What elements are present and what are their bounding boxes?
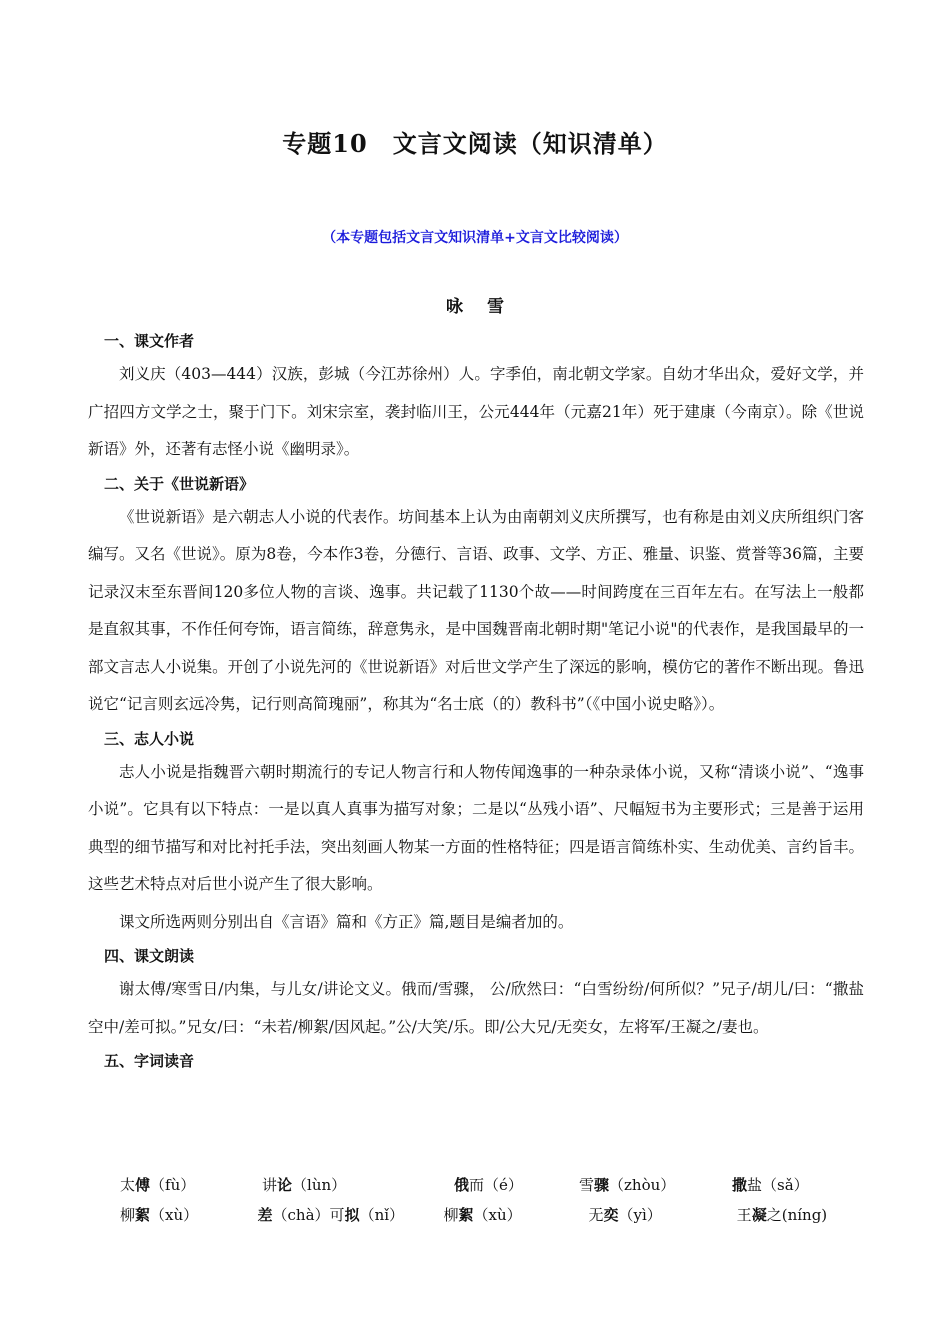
pronunciation-row [120, 1200, 880, 1230]
section-heading-author: 一、课文作者 [104, 332, 195, 350]
document-title: 专题10 文言文阅读（知识清单） [282, 129, 668, 158]
pron-entry: 无奕（yì） [588, 1206, 662, 1224]
section-heading-shishuo: 二、关于《世说新语》 [104, 474, 255, 493]
pron-entry: 撒盐（sǎ） [732, 1176, 809, 1194]
pron-entry: 俄而（é） [454, 1176, 523, 1194]
pron-entry: 柳絮（xù） [120, 1206, 199, 1224]
pron-entry: 太傅（fù） [120, 1176, 196, 1194]
pron-entry: 讲论（lùn） [262, 1176, 347, 1194]
main-content [88, 326, 864, 1076]
section-heading-zhiren: 三、志人小说 [104, 729, 195, 748]
section-heading-reading: 四、课文朗读 [104, 947, 195, 965]
paragraph-author: 刘义庆（403—444）汉族，彭城（今江苏徐州）人。字季伯，南北朝文学家。自幼才华出众，爱好文学，并广招四方文学之士，聚于门下。刘宋宗室，袭封临川王，公元444年（元嘉21年）死于建康（今南京）。除《世说新语》外，还著有志怪小说《幽明录》。 [88, 365, 864, 458]
pron-entry: 王凝之(níng) [736, 1206, 828, 1224]
paragraph-source: 课文所选两则分别出自《言语》篇和《方正》篇,题目是编者加的。 [119, 912, 574, 931]
pronunciation-table [120, 1170, 880, 1230]
section-heading-pronunciation: 五、字词读音 [104, 1052, 195, 1070]
poem-title: 咏 雪 [446, 297, 504, 317]
paragraph-reading: 谢太傅/寒雪日/内集，与儿女/讲论文义。俄而/雪骤， 公/欣然曰：“白雪纷纷/何所似？”兄子/胡儿/曰：“撒盐空中/差可拟。”兄女/曰：“未若/柳絮/因风起。”公/大笑/乐。即/公大兄/无奕女，左将军/王凝之/妻也。 [88, 980, 864, 1036]
pron-entry: 柳絮（xù） [443, 1206, 522, 1224]
pron-entry: 雪骤（zhòu） [579, 1176, 676, 1194]
paragraph-shishuo: 《世说新语》是六朝志人小说的代表作。坊间基本上认为由南朝刘义庆所撰写，也有称是由刘义庆所组织门客编写。又名《世说》。原为8卷，今本作3卷，分德行、言语、政事、文学、方正、雅量、识鉴、赏誉等36篇，主要记录汉末至东晋间120多位人物的言谈、逸事。共记载了1130个故——时间跨度在三百年左右。在写法上一般都是直叙其事，不作任何夸饰，语言简练，辞意隽永，是中国魏晋南北朝时期"笔记小说"的代表作，是我国最早的一部文言志人小说集。开创了小说先河的《世说新语》对后世文学产生了深远的影响，模仿它的著作不断出现。鲁迅说它“记言则玄远冷隽，记行则高简瑰丽”，称其为“名士底（的）教科书”（《中国小说史略》）。 [88, 507, 864, 713]
pron-entry: 差（chà）可拟（nǐ） [257, 1206, 405, 1224]
paragraph-zhiren: 志人小说是指魏晋六朝时期流行的专记人物言行和人物传闻逸事的一种杂录体小说，又称“清谈小说”、“逸事小说”。它具有以下特点：一是以真人真事为描写对象；二是以“丛残小语”、尺幅短书为主要形式；三是善于运用典型的细节描写和对比衬托手法，突出刻画人物某一方面的性格特征；四是语言简练朴实、生动优美、言约旨丰。这些艺术特点对后世小说产生了很大影响。 [88, 762, 864, 893]
document-subtitle: （本专题包括文言文知识清单+文言文比较阅读） [322, 230, 628, 246]
pronunciation-row [120, 1170, 880, 1200]
